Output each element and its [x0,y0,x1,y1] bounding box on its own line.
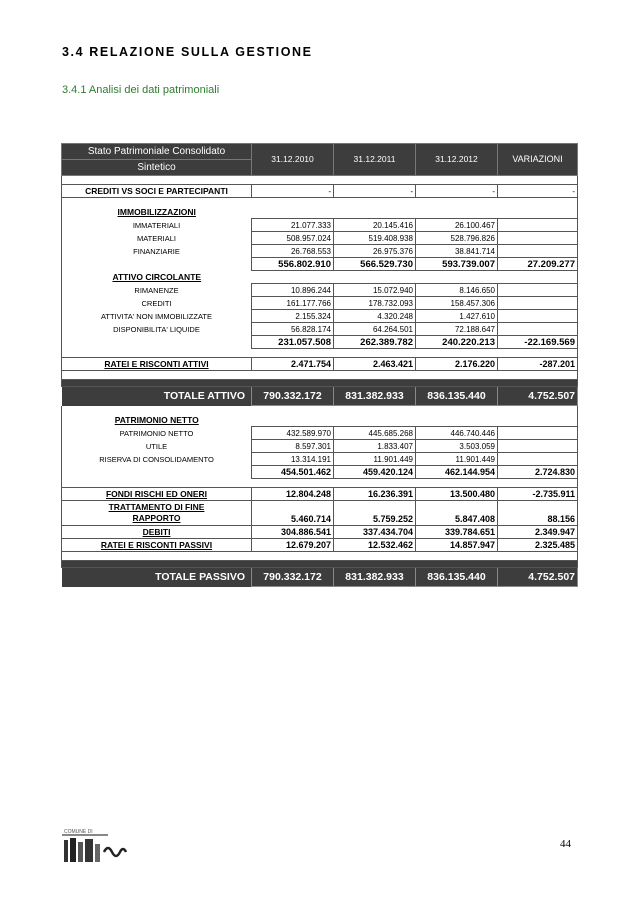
table-row [62,453,578,466]
cell-2011: - [334,185,416,198]
cell-variazioni [498,323,578,336]
tfr-label-line1: TRATTAMENTO DI FINE [108,502,205,512]
total-variazioni: 4.752.507 [498,387,578,406]
subtotal-2010: 556.802.910 [252,258,334,271]
total-2012: 836.135.440 [416,387,498,406]
cell-2012: 528.796.826 [416,232,498,245]
row-label: ATTIVITA' NON IMMOBILIZZATE [62,310,252,323]
balance-sheet-table [61,143,578,587]
cell-2011: 445.685.268 [334,427,416,440]
table-row [62,488,578,501]
cell-2012: 339.784.651 [416,526,498,539]
cell-2010: 10.896.244 [252,284,334,297]
subtotal-variazioni: 2.724.830 [498,466,578,479]
total-variazioni: 4.752.507 [498,568,578,587]
cell-variazioni [498,297,578,310]
total-2012: 836.135.440 [416,568,498,587]
cell-2011: 12.532.462 [334,539,416,552]
cell-2010: 161.177.766 [252,297,334,310]
total-label: TOTALE PASSIVO [155,570,245,583]
logo-graphic [60,828,130,866]
table-row [62,427,578,440]
cell-2010: 2.471.754 [252,358,334,371]
row-label: CREDITI [62,297,252,310]
cell-2011: 16.236.391 [334,488,416,501]
cell-variazioni: 2.325.485 [498,539,578,552]
cell-2012: 38.841.714 [416,245,498,258]
cell-2012: 26.100.467 [416,219,498,232]
section-row [62,414,578,427]
section-row [62,271,578,284]
cell-variazioni [498,284,578,297]
cell-2011: 4.320.248 [334,310,416,323]
header-col-variazioni: VARIAZIONI [498,144,578,176]
cell-2011: 20.145.416 [334,219,416,232]
row-label: IMMATERIALI [62,219,252,232]
table-row [62,539,578,552]
header-title-line2: Sintetico [62,160,252,176]
total-2010: 790.332.172 [252,387,334,406]
subtotal-2012: 462.144.954 [416,466,498,479]
total-row [62,568,578,587]
table-row [62,323,578,336]
cell-2010: 2.155.324 [252,310,334,323]
header-col-2010: 31.12.2010 [252,144,334,176]
cell-2012: 14.857.947 [416,539,498,552]
table-row [62,219,578,232]
subsection-heading: 3.4.1 Analisi dei dati patrimoniali [62,84,220,96]
subtotal-row [62,258,578,271]
cell-variazioni [498,310,578,323]
header-title-line1: Stato Patrimoniale Consolidato [62,144,252,160]
subtotal-row [62,466,578,479]
header-col-2012: 31.12.2012 [416,144,498,176]
section-row [62,206,578,219]
table-row [62,297,578,310]
total-2010: 790.332.172 [252,568,334,587]
row-label: MATERIALI [62,232,252,245]
row-label: FINANZIARIE [62,245,252,258]
cell-2011: 2.463.421 [334,358,416,371]
row-label: RATEI E RISCONTI ATTIVI [62,358,252,371]
cell-2012: 446.740.446 [416,427,498,440]
cell-2010: 12.804.248 [252,488,334,501]
cell-2012: 72.188.647 [416,323,498,336]
cell-variazioni: 88.156 [498,501,578,526]
row-label: DEBITI [62,526,252,539]
section-label-immobilizzazioni: IMMOBILIZZAZIONI [62,206,252,219]
cell-2011: 519.408.938 [334,232,416,245]
subtotal-2011: 459.420.124 [334,466,416,479]
cell-2011: 5.759.252 [334,501,416,526]
row-label: UTILE [62,440,252,453]
cell-2012: 8.146.650 [416,284,498,297]
cell-2010: 13.314.191 [252,453,334,466]
cell-2012: 2.176.220 [416,358,498,371]
cell-2010: 8.597.301 [252,440,334,453]
subtotal-2012: 240.220.213 [416,336,498,349]
row-label: PATRIMONIO NETTO [62,427,252,440]
cell-variazioni [498,245,578,258]
table-row [62,358,578,371]
cell-2011: 11.901.449 [334,453,416,466]
table-row [62,501,578,526]
subtotal-2011: 262.389.782 [334,336,416,349]
cell-2011: 26.975.376 [334,245,416,258]
table-row [62,245,578,258]
cell-2011: 15.072.940 [334,284,416,297]
cell-2010: 5.460.714 [252,501,334,526]
cell-variazioni: -2.735.911 [498,488,578,501]
cell-2011: 64.264.501 [334,323,416,336]
cell-2012: - [416,185,498,198]
section-label-attivo-circolante: ATTIVO CIRCOLANTE [62,271,252,284]
cell-variazioni: 2.349.947 [498,526,578,539]
subtotal-2011: 566.529.730 [334,258,416,271]
row-label: RIMANENZE [62,284,252,297]
cell-2011: 337.434.704 [334,526,416,539]
row-label: DISPONIBILITA' LIQUIDE [62,323,252,336]
subtotal-variazioni: -22.169.569 [498,336,578,349]
municipality-logo [60,828,130,866]
table-row [62,232,578,245]
cell-variazioni: - [498,185,578,198]
total-2011: 831.382.933 [334,568,416,587]
subtotal-2010: 231.057.508 [252,336,334,349]
cell-variazioni [498,440,578,453]
cell-variazioni [498,232,578,245]
cell-2010: 12.679.207 [252,539,334,552]
subtotal-variazioni: 27.209.277 [498,258,578,271]
table-row [62,284,578,297]
table-row [62,440,578,453]
balance-sheet-table-wrapper [61,143,577,587]
cell-2010: 21.077.333 [252,219,334,232]
cell-2012: 1.427.610 [416,310,498,323]
total-2011: 831.382.933 [334,387,416,406]
cell-2011: 1.833.407 [334,440,416,453]
cell-2012: 13.500.480 [416,488,498,501]
subtotal-2010: 454.501.462 [252,466,334,479]
cell-2011: 178.732.093 [334,297,416,310]
cell-2010: 26.768.553 [252,245,334,258]
cell-2012: 3.503.059 [416,440,498,453]
cell-2010: 56.828.174 [252,323,334,336]
row-label: CREDITI VS SOCI E PARTECIPANTI [62,185,252,198]
cell-2010: 432.589.970 [252,427,334,440]
table-row [62,310,578,323]
cell-2012: 158.457.306 [416,297,498,310]
cell-variazioni [498,453,578,466]
cell-variazioni: -287.201 [498,358,578,371]
table-row [62,526,578,539]
row-label: RATEI E RISCONTI PASSIVI [62,539,252,552]
row-label: RISERVA DI CONSOLIDAMENTO [62,453,252,466]
cell-variazioni [498,219,578,232]
row-label-tfr [62,501,252,526]
table-row [62,185,578,198]
total-label: TOTALE ATTIVO [163,389,245,402]
section-label-patrimonio-netto: PATRIMONIO NETTO [62,414,252,427]
cell-2010: 508.957.024 [252,232,334,245]
cell-variazioni [498,427,578,440]
subtotal-row [62,336,578,349]
header-col-2011: 31.12.2011 [334,144,416,176]
cell-2010: 304.886.541 [252,526,334,539]
logo-caption: COMUNE DI [64,829,93,835]
subtotal-2012: 593.739.007 [416,258,498,271]
cell-2012: 11.901.449 [416,453,498,466]
cell-2012: 5.847.408 [416,501,498,526]
tfr-label-line2: RAPPORTO [132,513,181,523]
row-label: FONDI RISCHI ED ONERI [62,488,252,501]
section-heading: 3.4 RELAZIONE SULLA GESTIONE [62,45,313,59]
page-number: 44 [560,838,571,850]
table-header-row [62,144,578,160]
cell-2010: - [252,185,334,198]
total-row [62,387,578,406]
